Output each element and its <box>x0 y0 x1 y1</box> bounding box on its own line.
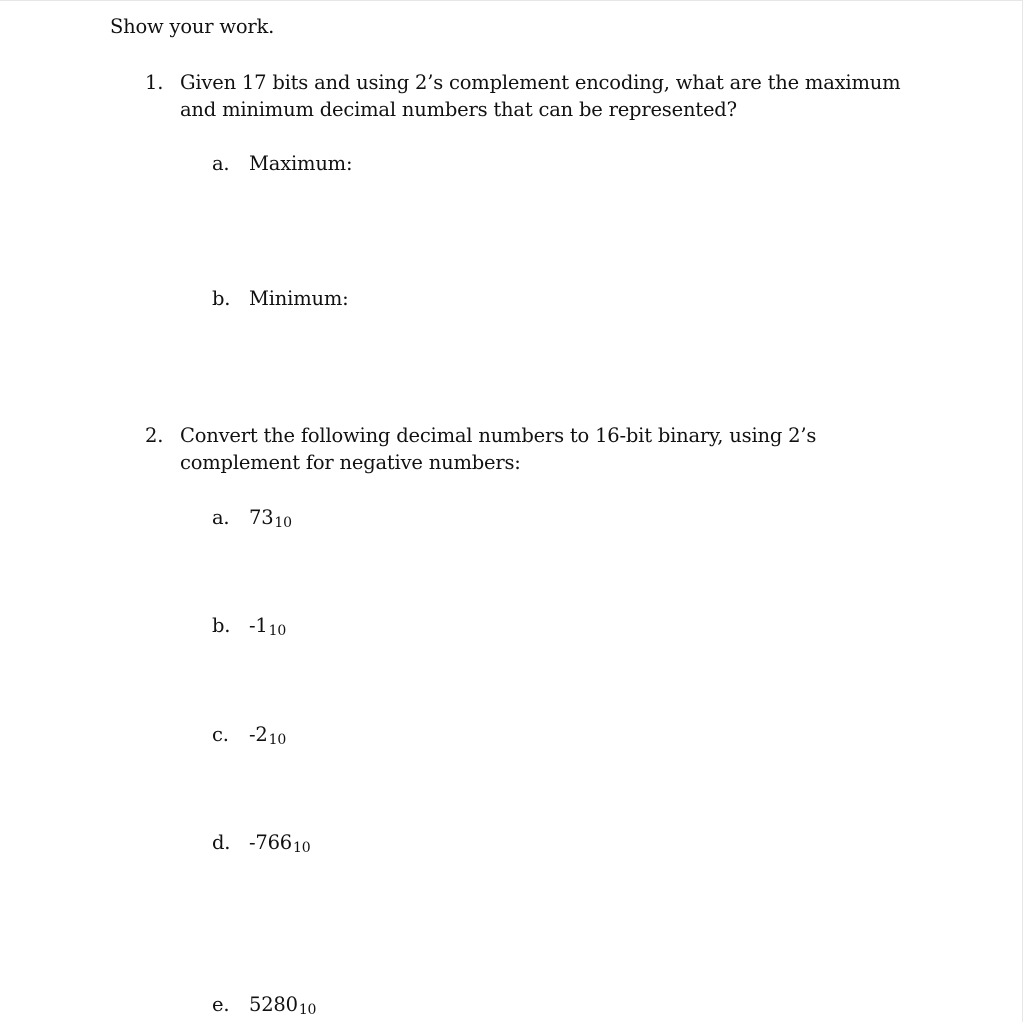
sub-item-letter: a. <box>212 152 230 175</box>
question-text-line-1: Given 17 bits and using 2’s complement encoding, what are the maximum <box>180 71 901 94</box>
page-heading: Show your work. <box>110 15 275 38</box>
base-subscript: 10 <box>268 623 287 639</box>
sub-item-letter: b. <box>212 287 231 310</box>
sub-item-letter: c. <box>212 723 229 746</box>
sub-item-letter: d. <box>212 831 231 854</box>
decimal-number <box>249 504 292 537</box>
sub-item-letter: b. <box>212 614 231 637</box>
question-number: 1. <box>145 71 164 94</box>
number-value: -766 <box>249 831 293 854</box>
number-value: 5280 <box>249 993 298 1016</box>
base-subscript: 10 <box>298 1002 317 1018</box>
sub-item-letter: e. <box>212 993 230 1016</box>
base-subscript: 10 <box>268 732 287 748</box>
question-number: 2. <box>145 424 164 447</box>
sub-item-label: Maximum: <box>249 152 353 175</box>
decimal-number <box>249 612 286 645</box>
question-text-line-2: and minimum decimal numbers that can be represented? <box>180 98 737 121</box>
decimal-number <box>249 991 316 1024</box>
sub-item-label: Minimum: <box>249 287 349 310</box>
number-value: 73 <box>249 506 274 529</box>
sub-item-letter: a. <box>212 506 230 529</box>
question-text-line-1: Convert the following decimal numbers to 16-bit binary, using 2’s <box>180 424 817 447</box>
decimal-number <box>249 721 286 754</box>
base-subscript: 10 <box>274 515 292 531</box>
number-value: -1 <box>249 614 268 637</box>
number-value: -2 <box>249 723 268 746</box>
decimal-number <box>249 829 310 862</box>
base-subscript: 10 <box>293 840 311 856</box>
question-text-line-2: complement for negative numbers: <box>180 451 521 474</box>
